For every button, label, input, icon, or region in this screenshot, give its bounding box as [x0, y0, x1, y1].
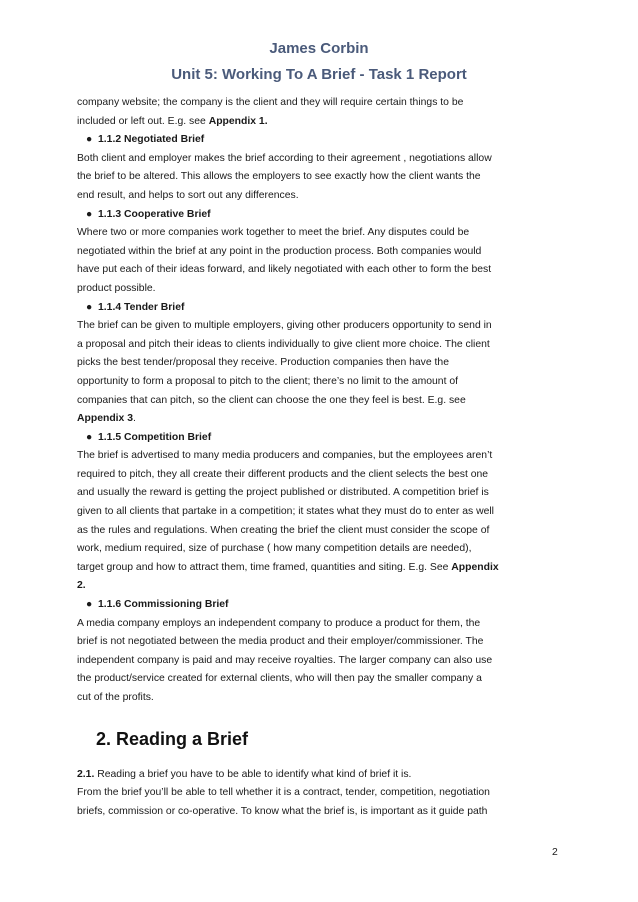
- intro-line-2-text: included or left out. E.g. see: [77, 115, 209, 127]
- commissioning-line-5: cut of the profits.: [77, 692, 154, 703]
- negotiated-line-3: end result, and helps to sort out any differences.: [77, 189, 299, 201]
- appendix-3-suffix: .: [133, 413, 136, 425]
- commissioning-line-1: A media company employs an independent company to produce a product for them, the: [77, 617, 481, 629]
- appendix-2-number: 2.: [77, 580, 86, 592]
- competition-line-3: and usually the reward is getting the project published or distributed. A competition brief is: [77, 487, 489, 499]
- reading-line-1: [77, 766, 566, 785]
- appendix-3-ref: Appendix 3: [77, 413, 134, 425]
- bullet-icon: ●: [86, 134, 93, 146]
- cooperative-brief-title: 1.1.3 Cooperative Brief: [98, 208, 211, 220]
- negotiated-brief-title: 1.1.2 Negotiated Brief: [98, 134, 205, 146]
- cooperative-line-2: negotiated within the brief at any point in the production process. Both companies would: [77, 245, 482, 257]
- author-name: James Corbin: [269, 40, 369, 57]
- cooperative-line-1: Where two or more companies work together to meet the brief. Any disputes could be: [77, 227, 470, 239]
- document-body: [77, 94, 566, 821]
- competition-line-2: required to pitch, they all create their different products and the client selects the best one: [77, 468, 489, 480]
- tender-line-1: The brief can be given to multiple employers, giving other producers opportunity to send in: [77, 320, 492, 332]
- competition-line-1: The brief is advertised to many media producers and companies, but the employees aren’t: [77, 450, 493, 462]
- competition-line-8: [77, 577, 566, 596]
- page-number: 2: [552, 847, 558, 858]
- tender-brief-title: 1.1.4 Tender Brief: [98, 301, 185, 313]
- tender-line-5: companies that can pitch, so the client can choose the one they feel is best. E.g. see: [77, 394, 466, 406]
- cooperative-line-3: have put each of their ideas forward, and likely negotiated with each other to form the best: [77, 264, 492, 276]
- intro-line-1: company website; the company is the client and they will require certain things to be: [77, 97, 464, 108]
- tender-line-2: a proposal and pitch their ideas to clients individually to give client more choice. The client: [77, 338, 490, 350]
- negotiated-line-2: the brief to be altered. This allows the employers to see exactly how the client wants the: [77, 171, 481, 183]
- commissioning-brief-title: 1.1.6 Commissioning Brief: [98, 599, 229, 611]
- commissioning-line-3: independent company is paid and may receive royalties. The larger company can also use: [77, 654, 493, 666]
- tender-line-4: opportunity to form a proposal to pitch to the client; there’s no limit to the amount of: [77, 375, 459, 387]
- bullet-icon: ●: [86, 301, 93, 313]
- reading-a-brief-heading: 2. Reading a Brief: [96, 728, 249, 749]
- commissioning-line-2: brief is not negotiated between the media product and their employer/commissioner. The: [77, 636, 484, 648]
- commissioning-line-4: the product/service created for external clients, who will then pay the smaller company a: [77, 673, 482, 685]
- competition-brief-title: 1.1.5 Competition Brief: [98, 431, 212, 443]
- cooperative-brief-heading: [77, 206, 566, 225]
- cooperative-line-4: product possible.: [77, 282, 156, 294]
- reading-line-1-text: Reading a brief you have to be able to identify what kind of brief it is.: [94, 768, 412, 780]
- bullet-icon: ●: [86, 599, 93, 611]
- section-number: 2.1.: [77, 768, 95, 780]
- competition-brief-heading: [77, 429, 566, 448]
- tender-brief-heading: [77, 299, 566, 318]
- appendix-1-ref: Appendix 1.: [208, 115, 268, 127]
- appendix-2-ref: Appendix: [451, 561, 499, 573]
- tender-line-6: [77, 410, 566, 429]
- negotiated-line-1: Both client and employer makes the brief according to their agreement , negotiations allow: [77, 152, 492, 164]
- bullet-icon: ●: [86, 431, 93, 443]
- tender-line-3: picks the best tender/proposal they receive. Production companies then have the: [77, 357, 449, 369]
- reading-line-2: From the brief you’ll be able to tell whether it is a contract, tender, competition, negotiation: [77, 787, 490, 799]
- negotiated-brief-heading: [77, 131, 566, 150]
- commissioning-brief-heading: [77, 596, 566, 615]
- competition-line-7-text: target group and how to attract them, time framed, quantities and siting. E.g. See: [77, 561, 452, 573]
- competition-line-6: work, medium required, size of purchase ( how many competition details are needed),: [77, 543, 472, 555]
- competition-line-7: [77, 559, 566, 578]
- report-title: Unit 5: Working To A Brief - Task 1 Report: [171, 66, 467, 83]
- competition-line-4: given to all clients that partake in a competition; it states what they must do to enter as well: [77, 506, 494, 518]
- competition-line-5: as the rules and regulations. When creating the brief the client must consider the scope of: [77, 524, 490, 536]
- bullet-icon: ●: [86, 208, 93, 220]
- intro-line-2: [77, 113, 566, 132]
- reading-line-3: briefs, commission or co-operative. To know what the brief is, is important as it guide path: [77, 805, 488, 817]
